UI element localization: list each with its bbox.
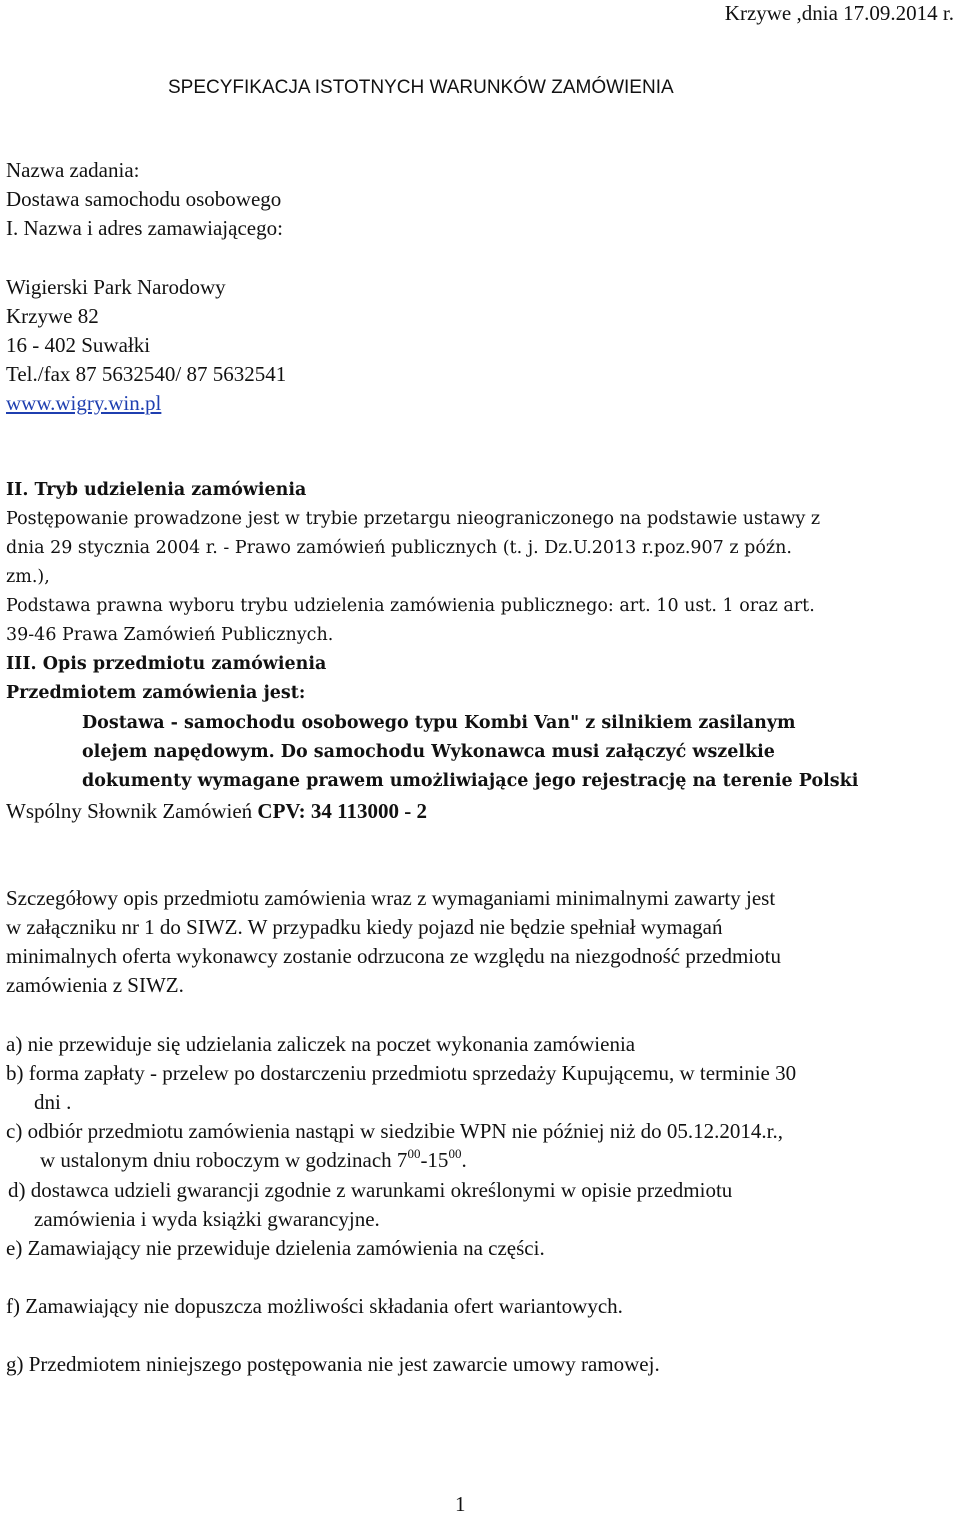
- address-line: Krzywe 82: [6, 304, 99, 328]
- subject-line: Dostawa - samochodu osobowego typu Kombi Van" z silnikiem zasilanym: [82, 713, 796, 733]
- hour-superscript: 00: [407, 1146, 421, 1161]
- condition-c-continued: [40, 1146, 467, 1172]
- subject-line: [82, 744, 775, 762]
- task-name: Dostawa samochodu osobowego: [6, 187, 282, 211]
- website-link[interactable]: www.wigry.win.pl: [6, 391, 162, 415]
- section-1-heading: I. Nazwa i adres zamawiającego:: [6, 216, 283, 240]
- document-title: SPECYFIKACJA ISTOTNYCH WARUNKÓW ZAMÓWIENIA: [168, 77, 674, 98]
- cpv-line: [6, 801, 427, 822]
- condition-c: c) odbiór przedmiotu zamówienia nastąpi w siedzibie WPN nie później niż do 05.12.2014.r.,: [6, 1119, 784, 1143]
- description-line: w załączniku nr 1 do SIWZ. W przypadku kiedy pojazd nie będzie spełniał wymagań: [6, 915, 723, 939]
- condition-d-continued: zamówienia i wyda książki gwarancyjne.: [34, 1207, 380, 1231]
- condition-e: e) Zamawiający nie przewiduje dzielenia zamówienia na części.: [6, 1236, 545, 1260]
- condition-f: f) Zamawiający nie dopuszcza możliwości składania ofert wariantowych.: [6, 1294, 623, 1318]
- cpv-code: CPV: 34 113000 - 2: [257, 799, 427, 823]
- subject-label: Przedmiotem zamówienia jest:: [6, 683, 306, 703]
- paragraph-line: Podstawa prawna wyboru trybu udzielenia zamówienia publicznego: art. 10 ust. 1 oraz art.: [6, 596, 815, 616]
- paragraph-line: zm.),: [6, 567, 50, 587]
- condition-a: a) nie przewiduje się udzielania zaliczek na poczet wykonania zamówienia: [6, 1032, 636, 1056]
- cpv-label: Wspólny Słownik Zamówień: [6, 799, 258, 823]
- section-2-heading: II. Tryb udzielenia zamówienia: [6, 480, 307, 500]
- subject-line: dokumenty wymagane prawem umożliwiające jego rejestrację na terenie Polski: [82, 771, 859, 791]
- page-number: 1: [455, 1492, 466, 1516]
- condition-c-text: .: [461, 1148, 467, 1172]
- paragraph-line: Postępowanie prowadzone jest w trybie przetargu nieograniczonego na podstawie ustawy z: [6, 509, 821, 529]
- task-label: Nazwa zadania:: [6, 158, 140, 182]
- section-3-heading: III. Opis przedmiotu zamówienia: [6, 654, 327, 674]
- paragraph-line: dnia 29 stycznia 2004 r. - Prawo zamówień publicznych (t. j. Dz.U.2013 r.poz.907 z późn.: [6, 538, 792, 558]
- description-line: Szczegółowy opis przedmiotu zamówienia wraz z wymaganiami minimalnymi zawarty jest: [6, 886, 776, 910]
- address-line: 16 - 402 Suwałki: [6, 333, 151, 357]
- subject-line-part: Do samochodu Wykonawca musi załączyć wszelkie: [274, 742, 775, 762]
- condition-g: g) Przedmiotem niniejszego postępowania nie jest zawarcie umowy ramowej.: [6, 1352, 660, 1376]
- condition-c-text: -15: [420, 1148, 449, 1172]
- condition-b: b) forma zapłaty - przelew po dostarczeniu przedmiotu sprzedaży Kupującemu, w terminie 30: [6, 1061, 797, 1085]
- condition-c-text: w ustalonym dniu roboczym w godzinach 7: [40, 1148, 408, 1172]
- condition-b-continued: dni .: [34, 1090, 72, 1114]
- address-line: Tel./fax 87 5632540/ 87 5632541: [6, 362, 287, 386]
- description-line: minimalnych oferta wykonawcy zostanie odrzucona ze względu na niezgodność przedmiotu: [6, 944, 781, 968]
- hour-superscript: 00: [448, 1146, 462, 1161]
- paragraph-line: 39-46 Prawa Zamówień Publicznych.: [6, 625, 334, 645]
- description-line: zamówienia z SIWZ.: [6, 973, 184, 997]
- address-line: Wigierski Park Narodowy: [6, 275, 226, 299]
- place-date: Krzywe ,dnia 17.09.2014 r.: [724, 1, 954, 25]
- condition-d: d) dostawca udzieli gwarancji zgodnie z warunkami określonymi w opisie przedmiotu: [8, 1178, 733, 1202]
- subject-line-part: olejem napędowym.: [82, 742, 275, 762]
